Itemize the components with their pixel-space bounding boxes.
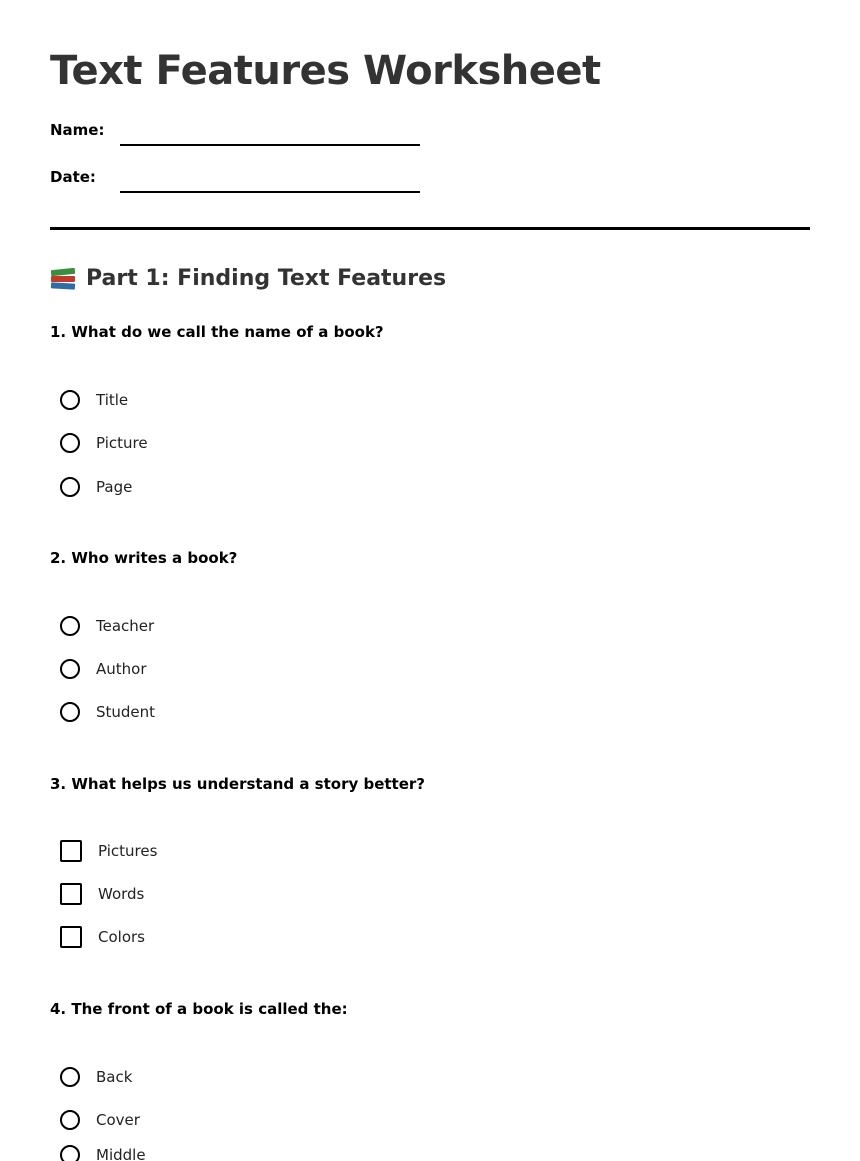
question-text: 3. What helps us understand a story better? — [50, 775, 425, 793]
checkbox[interactable] — [60, 840, 82, 862]
radio-button[interactable] — [60, 1145, 80, 1161]
option-label: Title — [96, 391, 129, 409]
option-label: Back — [96, 1068, 133, 1086]
name-label: Name: — [50, 121, 105, 139]
option-student[interactable] — [60, 699, 155, 725]
radio-button[interactable] — [60, 1067, 80, 1087]
option-label: Teacher — [96, 617, 155, 635]
radio-button[interactable] — [60, 477, 80, 497]
date-field[interactable] — [120, 191, 420, 193]
radio-button[interactable] — [60, 702, 80, 722]
radio-button[interactable] — [60, 433, 80, 453]
option-label: Student — [96, 703, 156, 721]
option-cover[interactable] — [60, 1107, 140, 1133]
section-title: Part 1: Finding Text Features — [86, 266, 447, 291]
page-title: Text Features Worksheet — [50, 48, 601, 94]
name-field-row — [50, 118, 450, 148]
option-colors[interactable] — [60, 924, 145, 950]
section-divider — [50, 227, 810, 230]
option-label: Words — [98, 885, 145, 903]
radio-button[interactable] — [60, 659, 80, 679]
date-field-row — [50, 165, 450, 195]
checkbox[interactable] — [60, 883, 82, 905]
question-text: 4. The front of a book is called the: — [50, 1000, 348, 1018]
option-label: Middle — [96, 1146, 146, 1161]
option-back[interactable] — [60, 1064, 132, 1090]
option-page[interactable] — [60, 474, 132, 500]
option-author[interactable] — [60, 656, 147, 682]
section-heading — [50, 266, 446, 291]
option-label: Picture — [96, 434, 148, 452]
option-teacher[interactable] — [60, 613, 154, 639]
option-middle[interactable] — [60, 1142, 146, 1161]
option-label: Colors — [98, 928, 145, 946]
name-field[interactable] — [120, 144, 420, 146]
date-label: Date: — [50, 168, 96, 186]
option-picture[interactable] — [60, 430, 148, 456]
option-label: Cover — [96, 1111, 140, 1129]
option-label: Page — [96, 478, 133, 496]
option-pictures[interactable] — [60, 838, 157, 864]
radio-button[interactable] — [60, 616, 80, 636]
checkbox[interactable] — [60, 926, 82, 948]
option-label: Pictures — [98, 842, 158, 860]
option-title[interactable] — [60, 387, 128, 413]
question-text: 2. Who writes a book? — [50, 549, 238, 567]
question-text: 1. What do we call the name of a book? — [50, 323, 384, 341]
books-icon — [50, 267, 76, 291]
option-label: Author — [96, 660, 147, 678]
radio-button[interactable] — [60, 1110, 80, 1130]
option-words[interactable] — [60, 881, 144, 907]
radio-button[interactable] — [60, 390, 80, 410]
